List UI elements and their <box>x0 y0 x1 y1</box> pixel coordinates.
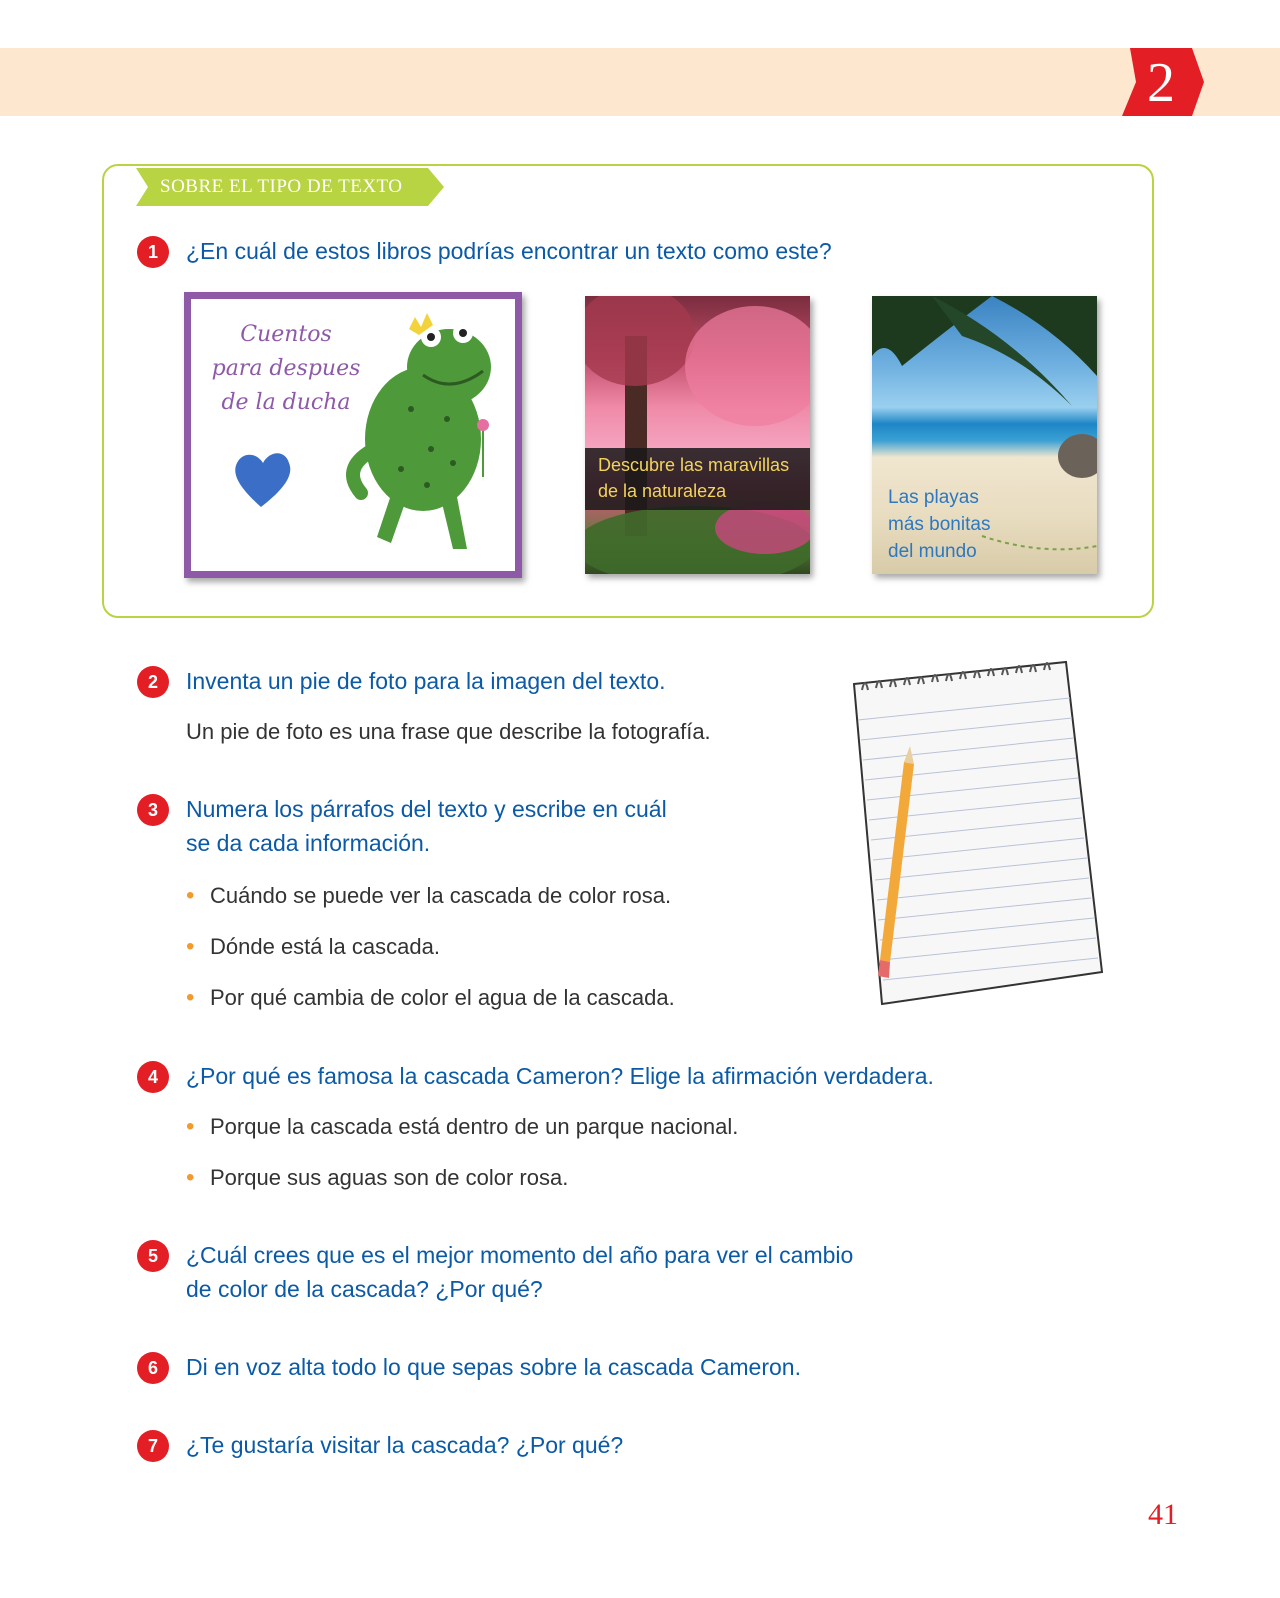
notepad-pencil-icon <box>844 660 1112 1012</box>
list-item: • Porque la cascada está dentro de un parque nacional. <box>186 1112 738 1142</box>
question-number-4: 4 <box>137 1061 169 1093</box>
book-cover-naturaleza[interactable] <box>585 296 810 574</box>
book-title-line: más bonitas <box>888 514 991 535</box>
unit-number: 2 <box>1147 52 1175 114</box>
question-4-text: ¿Por qué es famosa la cascada Cameron? Elige la afirmación verdadera. <box>186 1063 934 1089</box>
question-number-5: 5 <box>137 1240 169 1272</box>
list-item: • Porque sus aguas son de color rosa. <box>186 1163 568 1193</box>
question-number-1: 1 <box>137 236 169 268</box>
header-band <box>0 48 1280 116</box>
book-title-line: Cuentos <box>240 322 332 347</box>
question-5-line: de color de la cascada? ¿Por qué? <box>186 1276 543 1302</box>
book-title-cuentos <box>198 318 374 420</box>
book-title-line: de la naturaleza <box>598 481 727 501</box>
question-2-text: Inventa un pie de foto para la imagen del texto. <box>186 668 666 694</box>
section-title: SOBRE EL TIPO DE TEXTO <box>160 176 403 197</box>
book-title-line: del mundo <box>888 541 977 562</box>
book-title-naturaleza <box>598 452 803 504</box>
book-title-line: para despues <box>211 356 361 381</box>
list-item: • Por qué cambia de color el agua de la cascada. <box>186 983 675 1013</box>
book-title-playas <box>888 484 1088 565</box>
question-3-text <box>186 792 667 860</box>
book-title-line: Descubre las maravillas <box>598 455 790 475</box>
question-number-7: 7 <box>137 1430 169 1462</box>
question-number-3: 3 <box>137 794 169 826</box>
question-6-text: Di en voz alta todo lo que sepas sobre la cascada Cameron. <box>186 1354 801 1380</box>
list-item: • Cuándo se puede ver la cascada de color rosa. <box>186 881 671 911</box>
forest-illustration <box>585 296 810 574</box>
question-number-2: 2 <box>137 666 169 698</box>
question-1-text: ¿En cuál de estos libros podrías encontrar un texto como este? <box>186 238 832 264</box>
question-number-6: 6 <box>137 1352 169 1384</box>
question-5-text <box>186 1238 853 1306</box>
book-title-line: Las playas <box>888 487 979 508</box>
book-title-line: de la ducha <box>221 390 351 415</box>
question-7-text: ¿Te gustaría visitar la cascada? ¿Por qué? <box>186 1432 624 1458</box>
page-number: 41 <box>1148 1498 1178 1531</box>
question-3-line: Numera los párrafos del texto y escribe en cuál <box>186 796 667 822</box>
question-2-note: Un pie de foto es una frase que describe la fotografía. <box>186 719 711 744</box>
list-item: • Dónde está la cascada. <box>186 932 440 962</box>
question-5-line: ¿Cuál crees que es el mejor momento del año para ver el cambio <box>186 1242 854 1268</box>
question-3-line: se da cada información. <box>186 830 431 856</box>
